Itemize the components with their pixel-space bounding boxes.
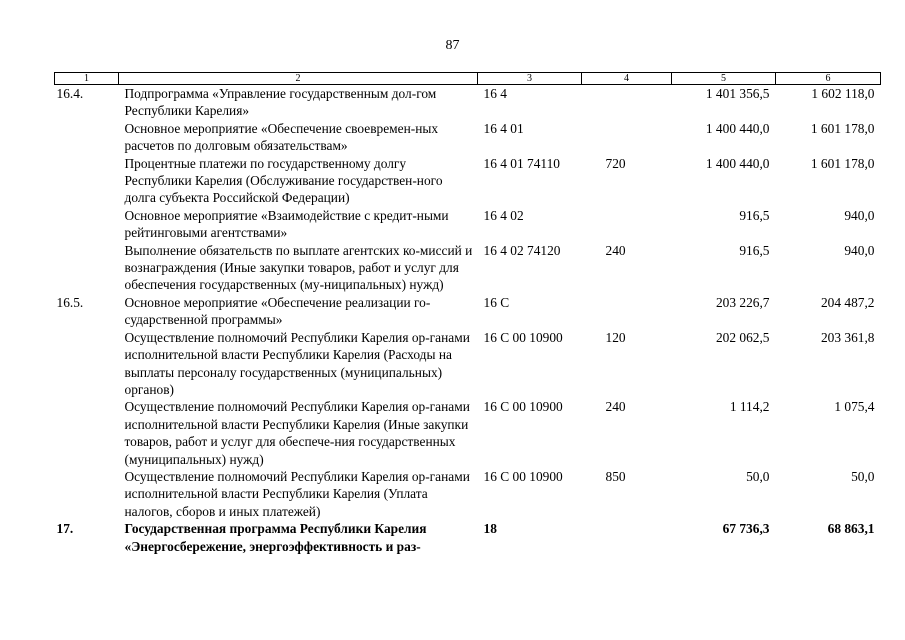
- row-number-cell: [55, 120, 119, 155]
- target-article-code-cell: 16 С 00 10900: [483, 468, 563, 484]
- row-number-cell: [55, 398, 119, 468]
- expense-type-code-cell: 240: [605, 399, 626, 415]
- amount-second-year-cell: 940,0: [844, 207, 875, 223]
- table-body: [55, 85, 881, 555]
- amount-second-year-cell: 1 075,4: [834, 399, 875, 415]
- expense-type-code-cell: [582, 85, 672, 120]
- amount-first-year-cell: 916,5: [739, 207, 770, 223]
- amount-second-year-cell: 1 602 118,0: [811, 86, 875, 101]
- expense-name-cell: Осуществление полномочий Республики Карелия ор-ганами исполнительной власти Республики Карелия (Уплата налогов, сборов и иных платежей): [124, 468, 470, 519]
- page-number: 87: [445, 38, 460, 53]
- budget-table: [54, 72, 881, 555]
- expense-name-cell: Осуществление полномочий Республики Карелия ор-ганами исполнительной власти Республики Карелия (Расходы на выплаты персоналу государственных (муниципальных) органов): [124, 329, 470, 397]
- target-article-code-cell: 16 4 02 74120: [483, 242, 561, 258]
- row-number-cell: 17.: [56, 521, 74, 537]
- expense-name-cell: Процентные платежи по государственному долгу Республики Карелия (Обслуживание государствен-ного долга субъекта Российской Федерации): [124, 155, 443, 206]
- amount-second-year-cell: 940,0: [844, 242, 875, 258]
- row-number-cell: [55, 329, 119, 399]
- target-article-code-cell: 16 4 01: [483, 120, 524, 136]
- target-article-code-cell: 16 4 01 74110: [483, 155, 560, 171]
- target-article-code-cell: 16 4: [483, 86, 507, 101]
- amount-first-year-cell: 1 400 440,0: [705, 155, 770, 171]
- amount-second-year-cell: 1 601 178,0: [810, 155, 875, 171]
- amount-second-year-cell: 204 487,2: [820, 294, 875, 310]
- amount-first-year-cell: 50,0: [746, 468, 770, 484]
- target-article-code-cell: 16 С: [483, 294, 510, 310]
- table-row: [55, 207, 881, 242]
- expense-name-cell: Государственная программа Республики Карелия «Энергосбережение, энергоэффективность и раз-: [124, 521, 427, 554]
- amount-second-year-cell: 68 863,1: [827, 521, 875, 537]
- table-row: [55, 398, 881, 468]
- expense-name-cell: Выполнение обязательств по выплате агентских ко-миссий и вознаграждения (Иные закупки товаров, работ и услуг для обеспечения государственных (му-ниципальных) нужд): [124, 242, 473, 293]
- amount-second-year-cell: 203 361,8: [820, 329, 875, 345]
- expense-type-code-cell: [582, 520, 672, 555]
- row-number-cell: 16.4.: [56, 86, 84, 101]
- table-row: [55, 329, 881, 399]
- expense-type-code-cell: 120: [605, 329, 626, 345]
- expense-type-code-cell: 720: [605, 155, 626, 171]
- table-row: [55, 120, 881, 155]
- amount-first-year-cell: 916,5: [739, 242, 770, 258]
- table-row: [55, 242, 881, 294]
- row-number-cell: 16.5.: [56, 294, 84, 310]
- amount-first-year-cell: 1 114,2: [729, 399, 770, 415]
- amount-first-year-cell: 1 401 356,5: [705, 86, 770, 101]
- expense-type-code-cell: [582, 120, 672, 155]
- row-number-cell: [55, 242, 119, 294]
- expense-type-code-cell: 240: [605, 242, 626, 258]
- expense-name-cell: Подпрограмма «Управление государственным дол-гом Республики Карелия»: [124, 86, 437, 119]
- table-row: [55, 85, 881, 120]
- column-number-header: 2: [119, 73, 478, 85]
- amount-first-year-cell: 202 062,5: [715, 329, 770, 345]
- target-article-code-cell: 16 С 00 10900: [483, 329, 563, 345]
- expense-name-cell: Основное мероприятие «Обеспечение своевремен-ных расчетов по долговым обязательствам»: [124, 120, 439, 154]
- column-number-header: 5: [672, 73, 776, 85]
- table-row: [55, 468, 881, 520]
- row-number-cell: [55, 207, 119, 242]
- target-article-code-cell: 16 4 02: [483, 207, 524, 223]
- amount-first-year-cell: 67 736,3: [722, 521, 770, 537]
- expense-name-cell: Основное мероприятие «Обеспечение реализации го-сударственной программы»: [124, 294, 431, 328]
- column-number-header: 6: [776, 73, 881, 85]
- column-number-header: 4: [582, 73, 672, 85]
- table-row: [55, 294, 881, 329]
- row-number-cell: [55, 155, 119, 207]
- expense-name-cell: Основное мероприятие «Взаимодействие с кредит-ными рейтинговыми агентствами»: [124, 207, 449, 241]
- table-row: [55, 155, 881, 207]
- amount-second-year-cell: 1 601 178,0: [810, 120, 875, 136]
- amount-first-year-cell: 1 400 440,0: [705, 120, 770, 136]
- column-number-header: 3: [478, 73, 582, 85]
- column-number-header: 1: [55, 73, 119, 85]
- amount-second-year-cell: 50,0: [851, 468, 875, 484]
- table-row: [55, 520, 881, 555]
- expense-type-code-cell: 850: [605, 468, 626, 484]
- amount-first-year-cell: 203 226,7: [715, 294, 770, 310]
- column-number-row: [55, 73, 881, 85]
- expense-type-code-cell: [582, 207, 672, 242]
- expense-name-cell: Осуществление полномочий Республики Карелия ор-ганами исполнительной власти Республики Карелия (Иные закупки товаров, работ и услуг для обеспече-ния государственных (муниципальных) нужд): [124, 399, 470, 467]
- target-article-code-cell: 16 С 00 10900: [483, 399, 563, 415]
- target-article-code-cell: 18: [483, 521, 497, 537]
- row-number-cell: [55, 468, 119, 520]
- expense-type-code-cell: [582, 294, 672, 329]
